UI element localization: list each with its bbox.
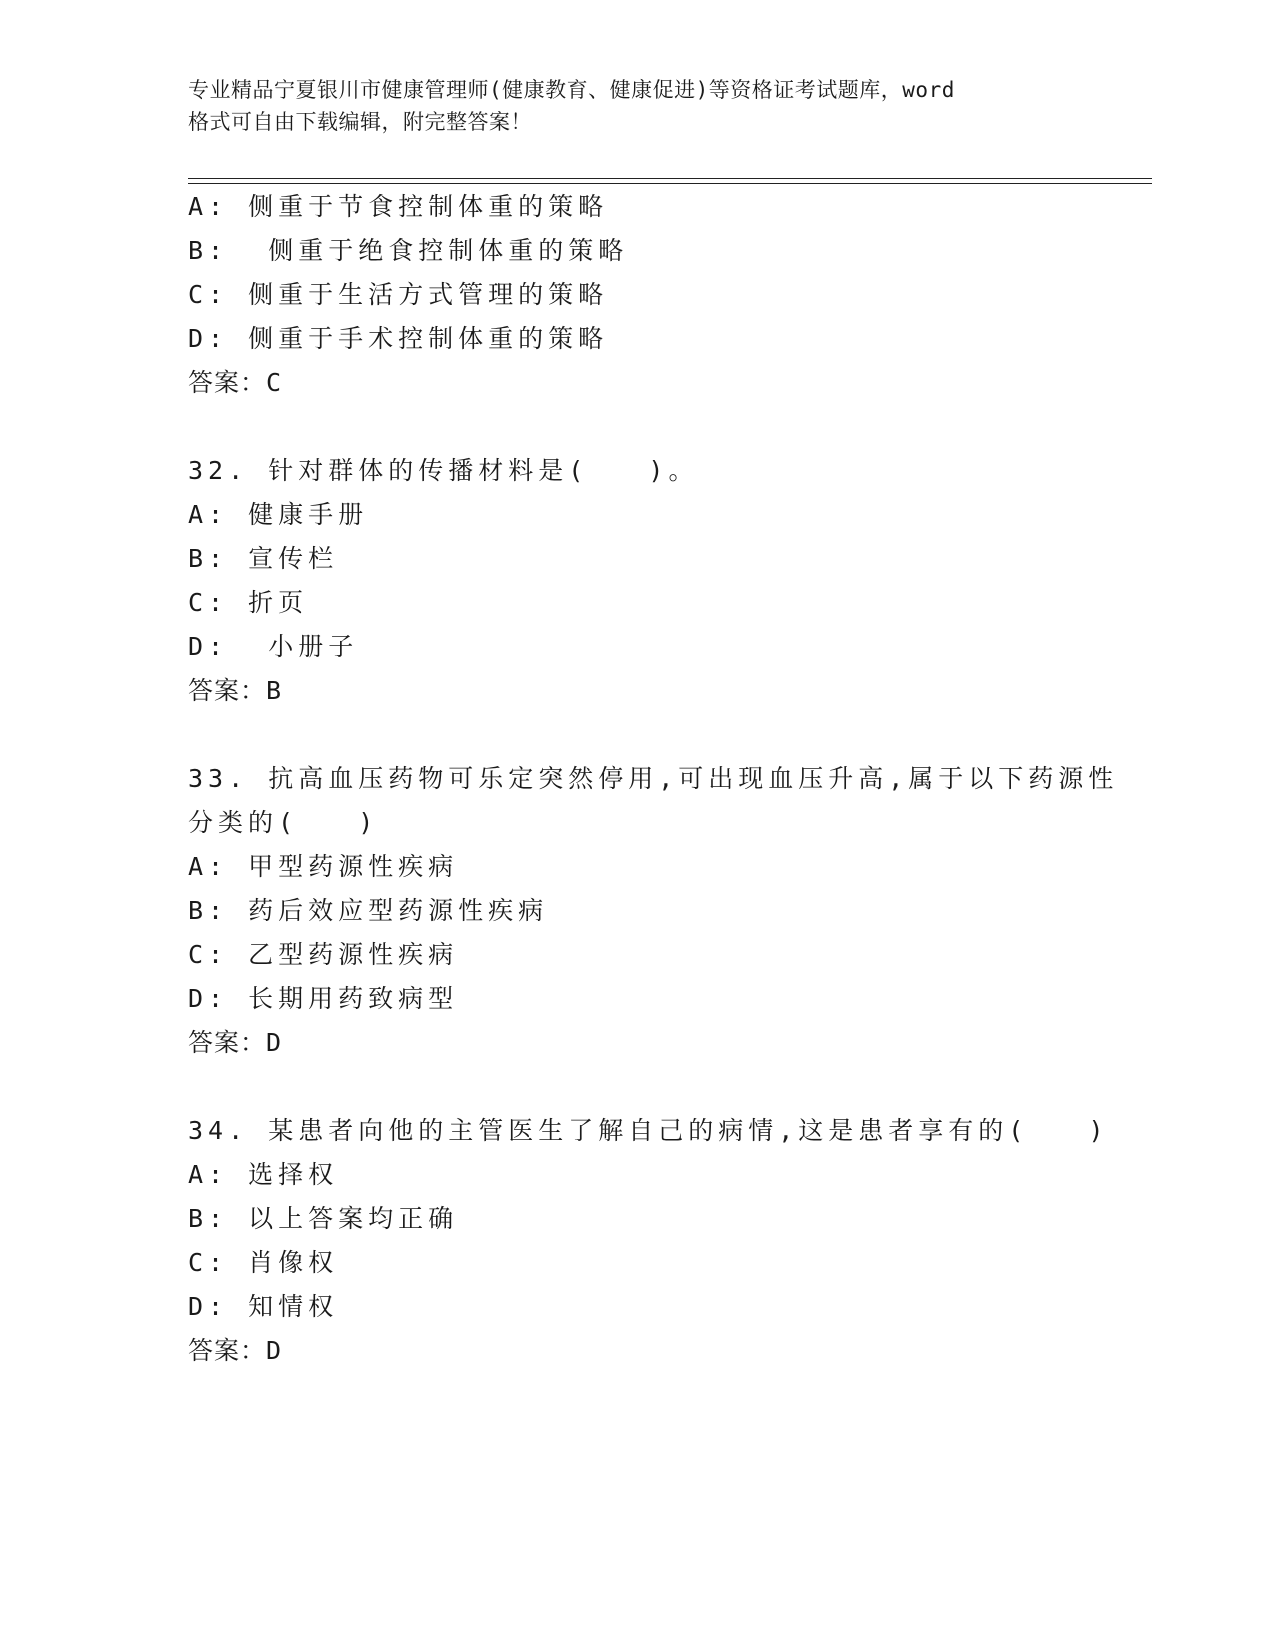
q33-answer-value: D [266, 1028, 283, 1057]
header-divider-bottom [188, 183, 1152, 184]
q32-option-b: B: 宣传栏 [188, 544, 339, 573]
q33-answer [188, 1026, 282, 1060]
q33-option-a: A: 甲型药源性疾病 [188, 852, 459, 881]
q32-answer-value: B [266, 676, 283, 705]
q31-option-b: B: 侧重于绝食控制体重的策略 [188, 236, 629, 265]
q33-question-line-2: 分类的( ) [188, 808, 379, 837]
q34-answer-label: 答案： [188, 1336, 267, 1365]
q31-option-c: C: 侧重于生活方式管理的策略 [188, 280, 609, 309]
q32-option-a: A: 健康手册 [188, 500, 369, 529]
q32-option-c: C: 折页 [188, 588, 309, 617]
q33-option-d: D: 长期用药致病型 [188, 984, 459, 1013]
header-divider-top [188, 178, 1152, 179]
q33-option-c: C: 乙型药源性疾病 [188, 940, 459, 969]
q33-answer-label: 答案： [188, 1028, 267, 1057]
q34-answer [188, 1334, 282, 1368]
header-line-2: 格式可自由下载编辑，附完整答案！ [188, 110, 532, 134]
q34-option-d: D: 知情权 [188, 1292, 339, 1321]
q31-answer-value: C [266, 368, 283, 397]
q34-option-b: B: 以上答案均正确 [188, 1204, 459, 1233]
q34-question: 34. 某患者向他的主管医生了解自己的病情,这是患者享有的( ) [188, 1116, 1109, 1145]
q31-answer-label: 答案： [188, 368, 267, 397]
q32-answer [188, 674, 282, 708]
q31-answer [188, 366, 282, 400]
q33-option-b: B: 药后效应型药源性疾病 [188, 896, 549, 925]
q34-option-c: C: 肖像权 [188, 1248, 339, 1277]
document-header [188, 74, 1068, 138]
q32-question: 32. 针对群体的传播材料是( )。 [188, 456, 699, 485]
q32-answer-label: 答案： [188, 676, 267, 705]
q34-option-a: A: 选择权 [188, 1160, 339, 1189]
q33-question-line-1: 33. 抗高血压药物可乐定突然停用,可出现血压升高,属于以下药源性 [188, 764, 1119, 793]
q31-option-a: A: 侧重于节食控制体重的策略 [188, 192, 609, 221]
q32-option-d: D: 小册子 [188, 632, 359, 661]
q34-answer-value: D [266, 1336, 283, 1365]
header-line-1: 专业精品宁夏银川市健康管理师(健康教育、健康促进)等资格证考试题库，word [188, 78, 955, 102]
q31-option-d: D: 侧重于手术控制体重的策略 [188, 324, 609, 353]
